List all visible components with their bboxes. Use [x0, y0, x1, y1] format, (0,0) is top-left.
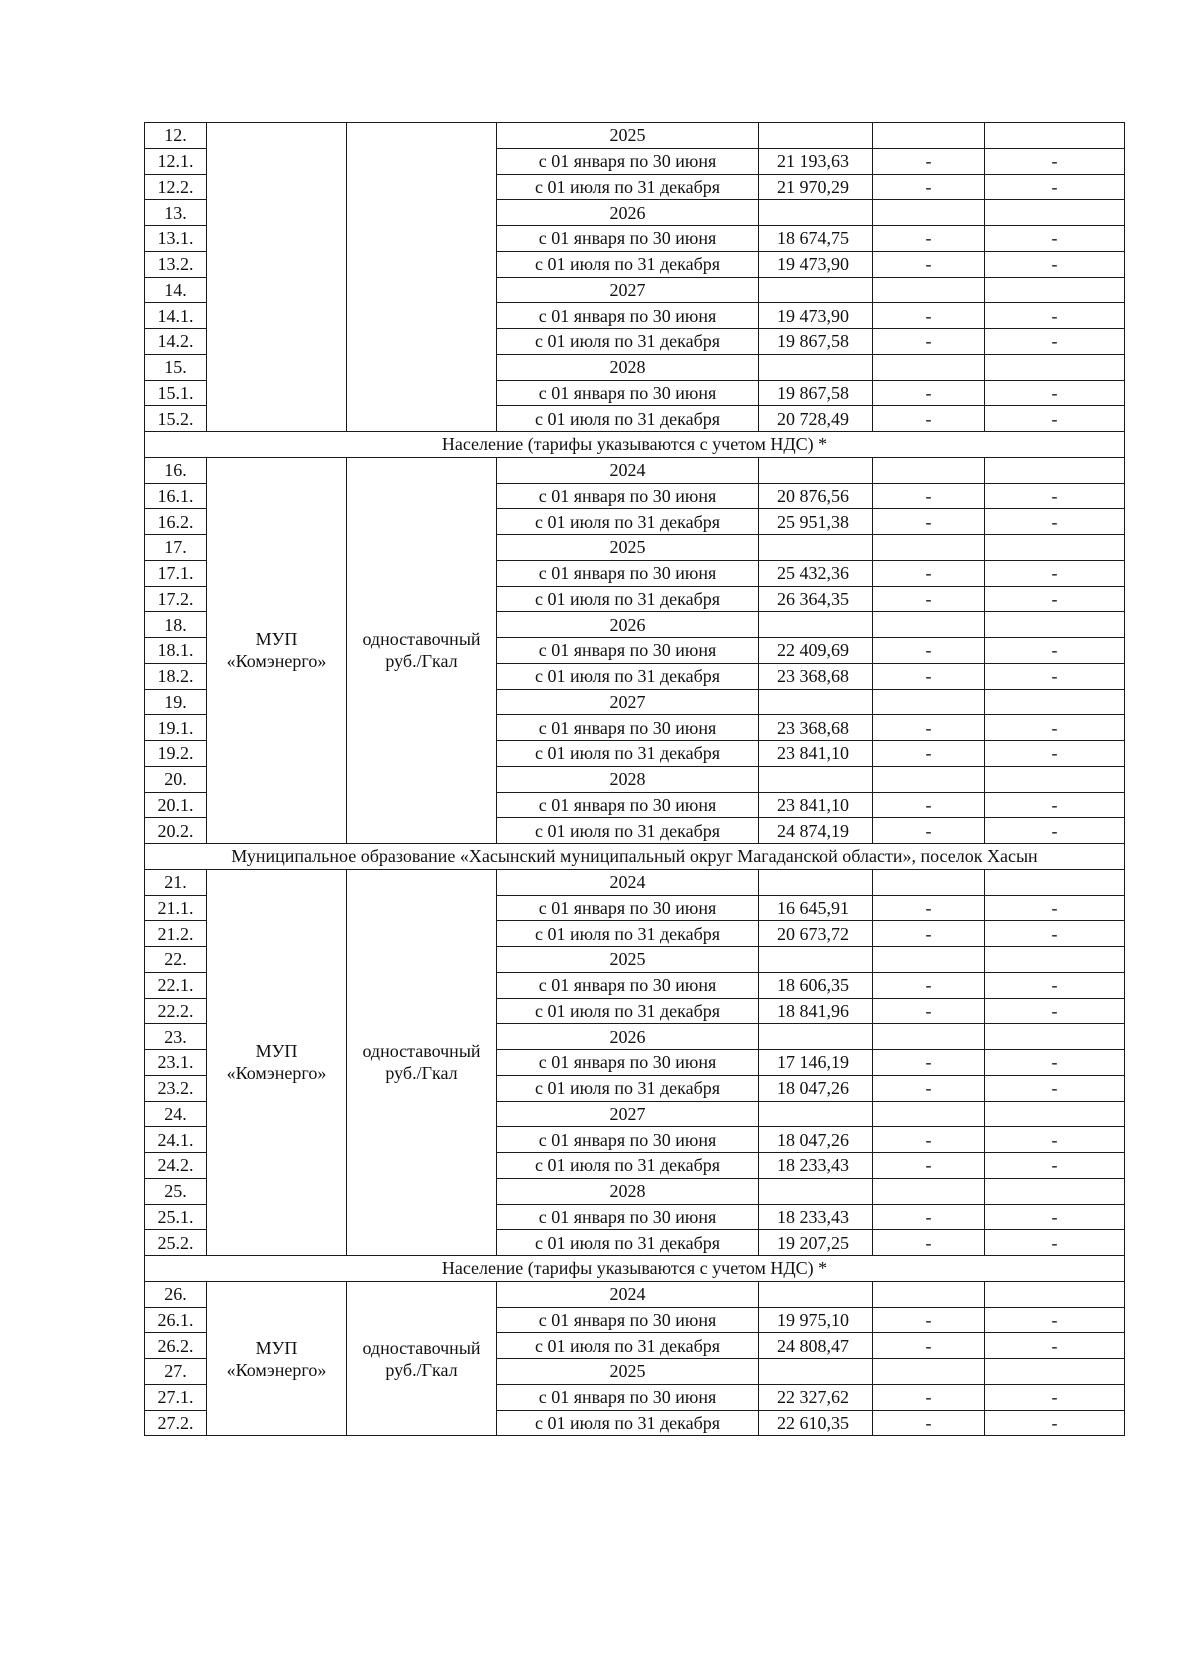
tariff-value: 24 808,47 — [759, 1333, 873, 1359]
row-number: 19. — [145, 689, 207, 715]
row-number: 16.1. — [145, 483, 207, 509]
row-number: 26.1. — [145, 1307, 207, 1333]
extra-cell-2: - — [985, 148, 1125, 174]
period-cell: с 01 января по 30 июня — [497, 715, 759, 741]
extra-cell-1: - — [873, 1153, 985, 1179]
row-number: 17.2. — [145, 586, 207, 612]
row-number: 25.1. — [145, 1204, 207, 1230]
tariff-value: 19 473,90 — [759, 303, 873, 329]
period-cell: с 01 июля по 31 декабря — [497, 998, 759, 1024]
extra-cell-2: - — [985, 406, 1125, 432]
extra-cell-2 — [985, 123, 1125, 149]
period-cell: с 01 января по 30 июня — [497, 792, 759, 818]
extra-cell-2: - — [985, 715, 1125, 741]
tariff-value — [759, 1359, 873, 1385]
extra-cell-1: - — [873, 792, 985, 818]
tariff-value: 22 409,69 — [759, 638, 873, 664]
row-number: 15. — [145, 354, 207, 380]
tariff-value: 21 193,63 — [759, 148, 873, 174]
tariff-value: 18 606,35 — [759, 972, 873, 998]
extra-cell-2: - — [985, 1384, 1125, 1410]
period-cell: с 01 июля по 31 декабря — [497, 329, 759, 355]
row-number: 17.1. — [145, 560, 207, 586]
extra-cell-2: - — [985, 663, 1125, 689]
extra-cell-1: - — [873, 1075, 985, 1101]
extra-cell-2: - — [985, 329, 1125, 355]
row-number: 12.2. — [145, 174, 207, 200]
extra-cell-2 — [985, 1178, 1125, 1204]
year-cell: 2024 — [497, 869, 759, 895]
extra-cell-1: - — [873, 1410, 985, 1436]
period-cell: с 01 июля по 31 декабря — [497, 1075, 759, 1101]
tariff-value — [759, 612, 873, 638]
extra-cell-1: - — [873, 586, 985, 612]
year-cell: 2026 — [497, 200, 759, 226]
period-cell: с 01 января по 30 июня — [497, 638, 759, 664]
tariff-value: 25 951,38 — [759, 509, 873, 535]
extra-cell-2: - — [985, 1230, 1125, 1256]
row-number: 26. — [145, 1281, 207, 1307]
row-number: 15.2. — [145, 406, 207, 432]
tariff-value: 19 867,58 — [759, 329, 873, 355]
extra-cell-1 — [873, 869, 985, 895]
row-number: 14. — [145, 277, 207, 303]
tariff-value: 18 233,43 — [759, 1153, 873, 1179]
tariff-value: 18 841,96 — [759, 998, 873, 1024]
period-cell: с 01 июля по 31 декабря — [497, 586, 759, 612]
year-cell: 2028 — [497, 1178, 759, 1204]
row-number: 27. — [145, 1359, 207, 1385]
section-header: Население (тарифы указываются с учетом НДС) * — [145, 1256, 1125, 1282]
row-number: 19.1. — [145, 715, 207, 741]
extra-cell-1: - — [873, 818, 985, 844]
extra-cell-2: - — [985, 638, 1125, 664]
period-cell: с 01 июля по 31 декабря — [497, 509, 759, 535]
extra-cell-2 — [985, 612, 1125, 638]
extra-cell-2: - — [985, 303, 1125, 329]
extra-cell-1: - — [873, 1050, 985, 1076]
section-header: Муниципальное образование «Хасынский муниципальный округ Магаданской области», поселок Хасын — [145, 844, 1125, 870]
extra-cell-2: - — [985, 1050, 1125, 1076]
year-cell: 2026 — [497, 1024, 759, 1050]
row-number: 27.2. — [145, 1410, 207, 1436]
tariff-type-cell: одноставочный руб./Гкал — [347, 457, 497, 843]
row-number: 20.1. — [145, 792, 207, 818]
extra-cell-2: - — [985, 1127, 1125, 1153]
row-number: 19.2. — [145, 741, 207, 767]
year-cell: 2025 — [497, 535, 759, 561]
tariff-value: 18 047,26 — [759, 1075, 873, 1101]
row-number: 16.2. — [145, 509, 207, 535]
period-cell: с 01 января по 30 июня — [497, 1307, 759, 1333]
tariff-value: 23 841,10 — [759, 741, 873, 767]
period-cell: с 01 июля по 31 декабря — [497, 174, 759, 200]
extra-cell-2 — [985, 947, 1125, 973]
section-header: Население (тарифы указываются с учетом НДС) * — [145, 432, 1125, 458]
extra-cell-1: - — [873, 895, 985, 921]
row-number: 23.2. — [145, 1075, 207, 1101]
extra-cell-2 — [985, 689, 1125, 715]
extra-cell-1 — [873, 1178, 985, 1204]
extra-cell-1: - — [873, 1307, 985, 1333]
extra-cell-2 — [985, 1281, 1125, 1307]
tariff-table — [144, 122, 1125, 1436]
extra-cell-1: - — [873, 921, 985, 947]
period-cell: с 01 июля по 31 декабря — [497, 1153, 759, 1179]
row-number: 20.2. — [145, 818, 207, 844]
extra-cell-1: - — [873, 226, 985, 252]
tariff-value — [759, 1024, 873, 1050]
tariff-value: 19 867,58 — [759, 380, 873, 406]
year-cell: 2027 — [497, 689, 759, 715]
tariff-value: 19 975,10 — [759, 1307, 873, 1333]
period-cell: с 01 июля по 31 декабря — [497, 741, 759, 767]
extra-cell-2 — [985, 766, 1125, 792]
row-number: 25.2. — [145, 1230, 207, 1256]
tariff-value: 22 327,62 — [759, 1384, 873, 1410]
extra-cell-1: - — [873, 972, 985, 998]
year-cell: 2025 — [497, 1359, 759, 1385]
tariff-value: 23 368,68 — [759, 663, 873, 689]
year-cell: 2027 — [497, 1101, 759, 1127]
row-number: 22. — [145, 947, 207, 973]
extra-cell-2: - — [985, 586, 1125, 612]
organization-cell — [207, 123, 347, 432]
period-cell: с 01 июля по 31 декабря — [497, 251, 759, 277]
section-header-row — [145, 844, 1125, 870]
year-cell: 2028 — [497, 354, 759, 380]
extra-cell-1 — [873, 1281, 985, 1307]
row-number: 24.2. — [145, 1153, 207, 1179]
extra-cell-2 — [985, 277, 1125, 303]
extra-cell-1: - — [873, 1333, 985, 1359]
tariff-value: 18 233,43 — [759, 1204, 873, 1230]
tariff-value — [759, 1281, 873, 1307]
row-number: 20. — [145, 766, 207, 792]
extra-cell-2: - — [985, 998, 1125, 1024]
extra-cell-1: - — [873, 303, 985, 329]
extra-cell-2: - — [985, 792, 1125, 818]
extra-cell-1: - — [873, 998, 985, 1024]
tariff-value: 20 728,49 — [759, 406, 873, 432]
extra-cell-2: - — [985, 895, 1125, 921]
extra-cell-2 — [985, 200, 1125, 226]
extra-cell-1 — [873, 612, 985, 638]
tariff-value: 22 610,35 — [759, 1410, 873, 1436]
period-cell: с 01 января по 30 июня — [497, 226, 759, 252]
row-number: 13.1. — [145, 226, 207, 252]
tariff-value — [759, 200, 873, 226]
year-cell: 2027 — [497, 277, 759, 303]
period-cell: с 01 января по 30 июня — [497, 148, 759, 174]
extra-cell-1 — [873, 1359, 985, 1385]
table-row — [145, 457, 1125, 483]
period-cell: с 01 января по 30 июня — [497, 1050, 759, 1076]
extra-cell-1: - — [873, 174, 985, 200]
row-number: 27.1. — [145, 1384, 207, 1410]
period-cell: с 01 января по 30 июня — [497, 1127, 759, 1153]
extra-cell-1 — [873, 200, 985, 226]
row-number: 22.2. — [145, 998, 207, 1024]
extra-cell-1: - — [873, 663, 985, 689]
row-number: 25. — [145, 1178, 207, 1204]
tariff-value: 23 841,10 — [759, 792, 873, 818]
tariff-value — [759, 766, 873, 792]
period-cell: с 01 января по 30 июня — [497, 895, 759, 921]
table-row — [145, 123, 1125, 149]
extra-cell-1: - — [873, 715, 985, 741]
row-number: 24. — [145, 1101, 207, 1127]
extra-cell-1: - — [873, 483, 985, 509]
extra-cell-1: - — [873, 148, 985, 174]
tariff-type-cell: одноставочный руб./Гкал — [347, 869, 497, 1255]
extra-cell-1: - — [873, 1127, 985, 1153]
extra-cell-1: - — [873, 380, 985, 406]
table-row — [145, 869, 1125, 895]
period-cell: с 01 января по 30 июня — [497, 1204, 759, 1230]
extra-cell-1: - — [873, 1204, 985, 1230]
tariff-value: 16 645,91 — [759, 895, 873, 921]
row-number: 17. — [145, 535, 207, 561]
row-number: 21.1. — [145, 895, 207, 921]
tariff-value — [759, 535, 873, 561]
extra-cell-2 — [985, 354, 1125, 380]
extra-cell-1: - — [873, 329, 985, 355]
extra-cell-2: - — [985, 1333, 1125, 1359]
extra-cell-1 — [873, 535, 985, 561]
table-row — [145, 1281, 1125, 1307]
extra-cell-2: - — [985, 1204, 1125, 1230]
section-header-row — [145, 1256, 1125, 1282]
period-cell: с 01 января по 30 июня — [497, 303, 759, 329]
tariff-value — [759, 354, 873, 380]
extra-cell-2: - — [985, 380, 1125, 406]
extra-cell-2: - — [985, 972, 1125, 998]
extra-cell-2: - — [985, 483, 1125, 509]
period-cell: с 01 января по 30 июня — [497, 1384, 759, 1410]
extra-cell-1 — [873, 689, 985, 715]
extra-cell-1 — [873, 277, 985, 303]
extra-cell-1: - — [873, 509, 985, 535]
extra-cell-1: - — [873, 1384, 985, 1410]
row-number: 18.1. — [145, 638, 207, 664]
tariff-value: 21 970,29 — [759, 174, 873, 200]
row-number: 18. — [145, 612, 207, 638]
extra-cell-1: - — [873, 406, 985, 432]
extra-cell-2 — [985, 535, 1125, 561]
period-cell: с 01 июля по 31 декабря — [497, 818, 759, 844]
tariff-value: 23 368,68 — [759, 715, 873, 741]
period-cell: с 01 июля по 31 декабря — [497, 921, 759, 947]
tariff-value — [759, 457, 873, 483]
period-cell: с 01 января по 30 июня — [497, 380, 759, 406]
tariff-value — [759, 689, 873, 715]
tariff-value — [759, 123, 873, 149]
year-cell: 2024 — [497, 457, 759, 483]
extra-cell-2: - — [985, 251, 1125, 277]
extra-cell-1 — [873, 123, 985, 149]
tariff-value — [759, 947, 873, 973]
extra-cell-1 — [873, 766, 985, 792]
tariff-value: 18 047,26 — [759, 1127, 873, 1153]
extra-cell-1: - — [873, 741, 985, 767]
extra-cell-2: - — [985, 560, 1125, 586]
row-number: 23. — [145, 1024, 207, 1050]
year-cell: 2025 — [497, 947, 759, 973]
row-number: 26.2. — [145, 1333, 207, 1359]
extra-cell-2: - — [985, 509, 1125, 535]
tariff-value: 20 673,72 — [759, 921, 873, 947]
period-cell: с 01 июля по 31 декабря — [497, 1410, 759, 1436]
tariff-value — [759, 869, 873, 895]
row-number: 21. — [145, 869, 207, 895]
extra-cell-2: - — [985, 1307, 1125, 1333]
period-cell: с 01 января по 30 июня — [497, 972, 759, 998]
row-number: 24.1. — [145, 1127, 207, 1153]
tariff-value: 20 876,56 — [759, 483, 873, 509]
period-cell: с 01 июля по 31 декабря — [497, 1230, 759, 1256]
row-number: 12. — [145, 123, 207, 149]
tariff-value — [759, 1178, 873, 1204]
tariff-document — [144, 122, 1124, 1436]
row-number: 13.2. — [145, 251, 207, 277]
tariff-value: 19 207,25 — [759, 1230, 873, 1256]
tariff-value: 24 874,19 — [759, 818, 873, 844]
extra-cell-2: - — [985, 921, 1125, 947]
period-cell: с 01 июля по 31 декабря — [497, 1333, 759, 1359]
table-body — [145, 123, 1125, 1436]
year-cell: 2025 — [497, 123, 759, 149]
period-cell: с 01 июля по 31 декабря — [497, 406, 759, 432]
tariff-type-cell: одноставочный руб./Гкал — [347, 1281, 497, 1436]
row-number: 18.2. — [145, 663, 207, 689]
tariff-value: 17 146,19 — [759, 1050, 873, 1076]
extra-cell-1 — [873, 1101, 985, 1127]
row-number: 15.1. — [145, 380, 207, 406]
extra-cell-2 — [985, 869, 1125, 895]
year-cell: 2028 — [497, 766, 759, 792]
extra-cell-1 — [873, 457, 985, 483]
extra-cell-1: - — [873, 251, 985, 277]
period-cell: с 01 июля по 31 декабря — [497, 663, 759, 689]
row-number: 12.1. — [145, 148, 207, 174]
extra-cell-1 — [873, 1024, 985, 1050]
extra-cell-2: - — [985, 1410, 1125, 1436]
tariff-value: 26 364,35 — [759, 586, 873, 612]
extra-cell-2: - — [985, 1075, 1125, 1101]
row-number: 14.1. — [145, 303, 207, 329]
row-number: 22.1. — [145, 972, 207, 998]
extra-cell-2 — [985, 1024, 1125, 1050]
organization-cell: МУП «Комэнерго» — [207, 457, 347, 843]
extra-cell-2 — [985, 1359, 1125, 1385]
extra-cell-2 — [985, 1101, 1125, 1127]
extra-cell-1: - — [873, 560, 985, 586]
extra-cell-2 — [985, 457, 1125, 483]
extra-cell-2: - — [985, 174, 1125, 200]
row-number: 14.2. — [145, 329, 207, 355]
tariff-type-cell — [347, 123, 497, 432]
section-header-row — [145, 432, 1125, 458]
tariff-value: 25 432,36 — [759, 560, 873, 586]
extra-cell-1: - — [873, 638, 985, 664]
tariff-value: 19 473,90 — [759, 251, 873, 277]
extra-cell-1 — [873, 947, 985, 973]
period-cell: с 01 января по 30 июня — [497, 483, 759, 509]
tariff-value — [759, 1101, 873, 1127]
year-cell: 2024 — [497, 1281, 759, 1307]
extra-cell-1 — [873, 354, 985, 380]
period-cell: с 01 января по 30 июня — [497, 560, 759, 586]
tariff-value: 18 674,75 — [759, 226, 873, 252]
organization-cell: МУП «Комэнерго» — [207, 869, 347, 1255]
row-number: 13. — [145, 200, 207, 226]
organization-cell: МУП «Комэнерго» — [207, 1281, 347, 1436]
tariff-value — [759, 277, 873, 303]
extra-cell-2: - — [985, 226, 1125, 252]
extra-cell-2: - — [985, 1153, 1125, 1179]
extra-cell-2: - — [985, 818, 1125, 844]
extra-cell-1: - — [873, 1230, 985, 1256]
year-cell: 2026 — [497, 612, 759, 638]
row-number: 23.1. — [145, 1050, 207, 1076]
row-number: 16. — [145, 457, 207, 483]
extra-cell-2: - — [985, 741, 1125, 767]
row-number: 21.2. — [145, 921, 207, 947]
